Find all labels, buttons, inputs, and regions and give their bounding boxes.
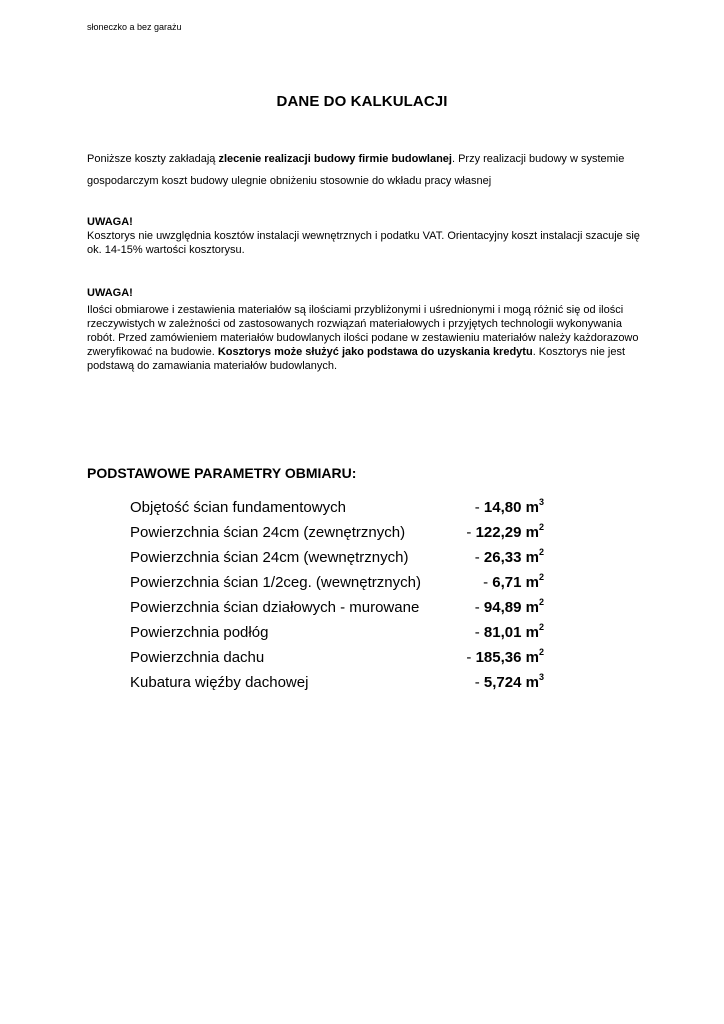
param-row <box>130 545 550 570</box>
param-dash: - <box>474 499 484 516</box>
param-number: 26,33 <box>483 549 522 566</box>
param-value <box>466 520 544 545</box>
param-exponent: 2 <box>538 522 544 532</box>
warning-block-1 <box>87 215 647 257</box>
param-unit: m <box>525 624 539 641</box>
warning-1-title: UWAGA! <box>87 216 133 228</box>
intro-text-pre: Poniższe koszty zakładają <box>87 153 219 165</box>
param-name: Objętość ścian fundamentowych <box>130 499 346 516</box>
param-number: 81,01 <box>483 624 522 641</box>
param-dash: - <box>474 674 484 691</box>
warning-2-text-bold: Kosztorys może służyć jako podstawa do uzyskania kredytu <box>217 346 533 358</box>
warning-2-text-post: . Kosztorys nie jest podstawą do zamawiania materiałów budowlanych. <box>87 346 626 372</box>
param-exponent: 2 <box>538 547 544 557</box>
param-number: 94,89 <box>483 599 522 616</box>
param-unit: m <box>525 674 539 691</box>
param-number: 185,36 <box>475 649 522 666</box>
param-value <box>475 620 544 645</box>
warning-2-title: UWAGA! <box>87 287 133 299</box>
param-row <box>130 620 550 645</box>
param-name: Powierzchnia dachu <box>130 649 265 666</box>
param-unit: m <box>525 499 539 516</box>
warning-2-text <box>87 303 647 373</box>
intro-text-bold: zlecenie realizacji budowy firmie budowlanej <box>218 153 452 165</box>
param-value <box>475 545 544 570</box>
params-list <box>130 495 550 695</box>
param-row <box>130 670 550 695</box>
param-number: 5,724 <box>483 674 522 691</box>
param-dash: - <box>466 524 476 541</box>
header-note: słoneczko a bez garażu <box>87 22 182 32</box>
params-section-title: PODSTAWOWE PARAMETRY OBMIARU: <box>87 465 357 481</box>
param-dash: - <box>474 599 484 616</box>
param-exponent: 3 <box>538 497 544 507</box>
param-name: Powierzchnia ścian 24cm (zewnętrznych) <box>130 524 406 541</box>
param-name: Powierzchnia ścian 24cm (wewnętrznych) <box>130 549 409 566</box>
param-dash: - <box>466 649 476 666</box>
intro-paragraph <box>87 148 647 192</box>
param-row <box>130 570 550 595</box>
param-number: 122,29 <box>475 524 522 541</box>
param-dash: - <box>474 549 484 566</box>
warning-2-text-main: Ilości obmiarowe i zestawienia materiałów są ilościami przybliżonymi i uśrednionymi i mogą różnić się od ilości rzeczywistych w zależności od zastosowanych rozwiązań materiałowych i przyjętych technologii wykonywania robót. Przed zamówieniem materiałów budowlanych ilości podane w zestawieniu materiałów należy każdorazowo zweryfikować na budowie. <box>87 304 639 358</box>
param-exponent: 2 <box>538 622 544 632</box>
param-unit: m <box>525 649 539 666</box>
warning-1-text: Kosztorys nie uwzględnia kosztów instalacji wewnętrznych i podatku VAT. Orientacyjny koszt instalacji szacuje się ok. 14-15% wartości kosztorysu. <box>87 230 640 256</box>
param-name: Powierzchnia ścian działowych - murowane <box>130 599 420 616</box>
param-exponent: 2 <box>538 572 544 582</box>
param-name: Powierzchnia ścian 1/2ceg. (wewnętrznych) <box>130 574 421 591</box>
param-row <box>130 645 550 670</box>
param-row <box>130 495 550 520</box>
param-dash: - <box>474 624 484 641</box>
param-number: 6,71 <box>492 574 522 591</box>
param-value <box>475 595 544 620</box>
param-value <box>466 645 544 670</box>
param-unit: m <box>525 574 539 591</box>
param-number: 14,80 <box>483 499 522 516</box>
param-row <box>130 520 550 545</box>
document-title: DANE DO KALKULACJI <box>276 93 448 110</box>
param-name: Powierzchnia podłóg <box>130 624 269 641</box>
param-exponent: 2 <box>538 597 544 607</box>
param-exponent: 3 <box>538 672 544 682</box>
param-value <box>475 495 544 520</box>
param-name: Kubatura więźby dachowej <box>130 674 309 691</box>
param-unit: m <box>525 549 539 566</box>
param-dash: - <box>483 574 493 591</box>
param-value <box>483 570 544 595</box>
param-value <box>475 670 544 695</box>
param-unit: m <box>525 599 539 616</box>
param-exponent: 2 <box>538 647 544 657</box>
warning-block-2 <box>87 286 647 373</box>
param-row <box>130 595 550 620</box>
intro-text-post: . Przy realizacji budowy w systemie gospodarczym koszt budowy ulegnie obniżeniu stosownie do wkładu pracy własnej <box>87 153 625 187</box>
param-unit: m <box>525 524 539 541</box>
